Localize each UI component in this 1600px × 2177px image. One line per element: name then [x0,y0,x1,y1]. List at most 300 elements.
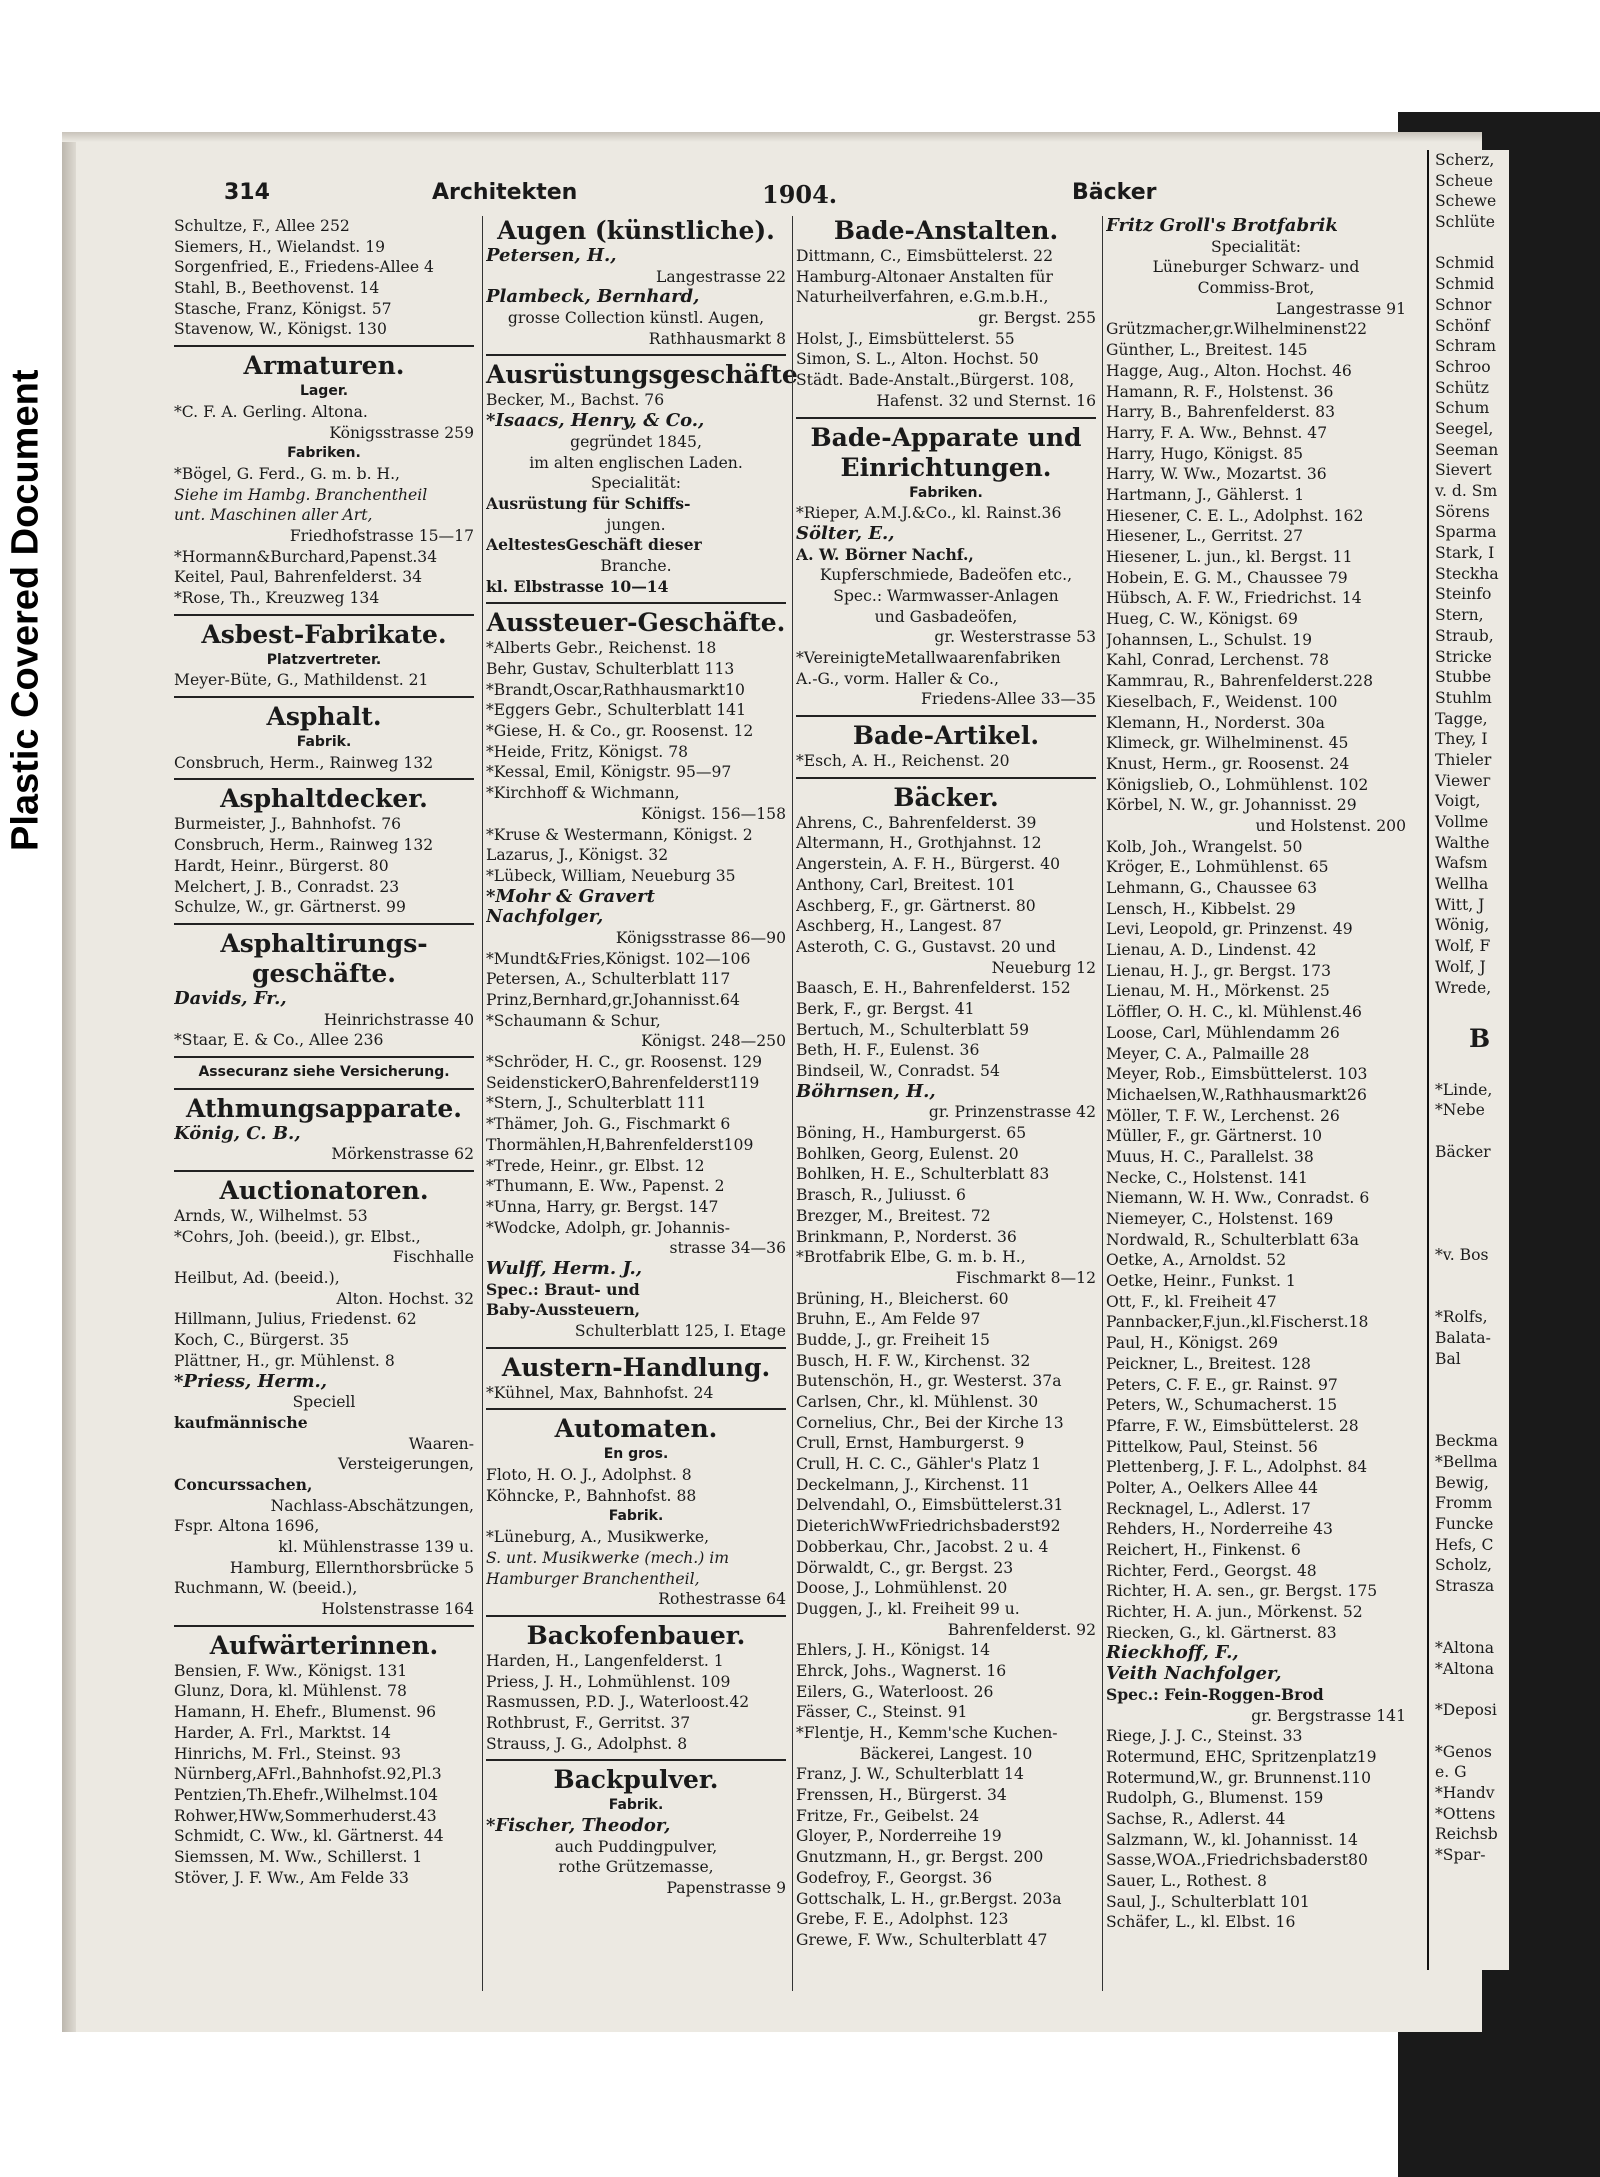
directory-entry: Klemann, H., Norderst. 30a [1106,713,1325,732]
section-rule [174,1088,474,1090]
directory-entry: Fischmarkt 8—12 [955,1268,1096,1287]
section-heading: Aufwärterinnen. [209,1630,439,1660]
section-heading: Bade-Artikel. [852,721,1040,751]
directory-entry: Bahrenfelderst. 92 [947,1620,1096,1639]
directory-entry: *Eggers Gebr., Schulterblatt 141 [486,701,747,720]
directory-entry: AeltestesGeschäft dieser [486,535,702,555]
directory-entry: Branche. [600,556,672,575]
subsection-label: Lager. [299,383,349,400]
directory-entry: Fritze, Fr., Geibelst. 24 [796,1806,980,1825]
directory-entry: Schmidt, C. Ww., kl. Gärtnerst. 44 [174,1827,444,1846]
subsection-label: Fabrik. [296,734,352,751]
directory-entry: Rothestrasse 64 [658,1590,786,1609]
directory-entry: *Hormann&Burchard,Papenst.34 [174,547,438,566]
directory-entry: Voigt, [1435,792,1481,811]
directory-entry: Holstenstrasse 164 [321,1600,474,1619]
directory-entry [1429,1369,1509,1390]
column-2 [486,216,798,1899]
directory-entry: Rothbrust, F., Gerritst. 37 [486,1713,691,1732]
directory-entry: gr. Bergstrasse 141 [1251,1706,1406,1725]
directory-entry: *Ottens [1435,1804,1496,1823]
directory-entry: *Linde, [1435,1080,1493,1099]
directory-entry: Rathhausmarkt 8 [648,329,786,348]
directory-entry: Lienau, M. H., Mörkenst. 25 [1106,982,1330,1001]
section-rule [486,1759,786,1761]
directory-entry: *Thämer, Joh. G., Fischmarkt 6 [486,1115,731,1134]
directory-entry: Budde, J., gr. Freiheit 15 [796,1330,990,1349]
directory-entry: Bal [1435,1349,1461,1368]
subsection-label: En gros. [603,1446,669,1463]
directory-entry: SeidenstickerO,Bahrenfelderst119 [486,1073,760,1092]
subsection-label: Fabrik. [608,1797,664,1814]
directory-entry: unt. Maschinen aller Art, [174,506,373,525]
directory-entry: Steinfo [1435,585,1492,604]
directory-entry: Kolb, Joh., Wrangelst. 50 [1106,837,1303,856]
directory-entry: *Stern, J., Schulterblatt 111 [486,1094,707,1113]
directory-entry: Brinkmann, P., Norderst. 36 [796,1227,1017,1246]
directory-entry: Harry, B., Bahrenfelderst. 83 [1106,403,1335,422]
directory-entry: Hinrichs, M. Frl., Steinst. 93 [174,1744,402,1763]
directory-entry: Bensien, F. Ww., Königst. 131 [174,1661,408,1680]
subsection-label: Fabriken. [909,484,983,501]
directory-entry: Hamann, H. Ehefr., Blumenst. 96 [174,1703,437,1722]
directory-entry: Waaren- [408,1434,474,1453]
directory-entry: Strauss, J. G., Adolphst. 8 [486,1734,688,1753]
directory-entry: Spec.: Warmwasser-Anlagen [833,586,1059,605]
directory-entry: Löffler, O. H. C., kl. Mühlenst.46 [1106,1003,1362,1022]
directory-entry: Hagge, Aug., Alton. Hochst. 46 [1106,361,1352,380]
directory-entry: Stricke [1435,647,1492,666]
directory-entry: Hamburg, Ellernthorsbrücke 5 [229,1558,474,1577]
directory-entry: *Handv [1435,1783,1495,1802]
directory-entry: *Giese, H. & Co., gr. Roosenst. 12 [486,722,754,741]
directory-entry: Hobein, E. G. M., Chaussee 79 [1106,568,1348,587]
column-3 [796,216,1096,1951]
directory-entry: Sachse, R., Adlerst. 44 [1106,1809,1286,1828]
directory-entry: Johannsen, L., Schulst. 19 [1106,630,1312,649]
directory-entry: Kahl, Conrad, Lerchenst. 78 [1106,651,1330,670]
directory-entry: Priess, J. H., Lohmühlenst. 109 [486,1672,731,1691]
column-4 [1106,216,1406,1933]
directory-entry: Reichsb [1435,1825,1498,1844]
directory-entry: rothe Grützemasse, [558,1858,714,1877]
directory-entry: Sorgenfried, E., Friedens-Allee 4 [174,258,434,277]
directory-entry: *Kirchhoff & Wichmann, [486,784,680,803]
directory-entry: Carlsen, Chr., kl. Mühlenst. 30 [796,1393,1039,1411]
directory-entry: *Trede, Heinr., gr. Elbst. 12 [486,1156,705,1175]
directory-entry: Hiesener, C. E. L., Adolphst. 162 [1106,506,1364,525]
directory-entry: Specialität: [591,474,681,493]
directory-entry: Bäckerei, Langest. 10 [859,1744,1033,1763]
directory-entry: Funcke [1435,1515,1494,1533]
directory-entry: S. unt. Musikwerke (mech.) im [486,1548,730,1567]
directory-entry: Friedhofstrasse 15—17 [289,526,474,545]
directory-entry: Bewig, [1435,1473,1489,1492]
directory-entry: Hillmann, Julius, Friedenst. 62 [174,1310,417,1329]
directory-entry: Lehmann, G., Chaussee 63 [1106,879,1318,897]
directory-entry: Petersen, H., [486,246,617,266]
directory-entry: Scheue [1435,171,1493,190]
directory-entry: Veith Nachfolger, [1106,1664,1282,1685]
directory-entry: Sievert [1435,461,1492,480]
directory-entry: *v. Bos [1435,1246,1489,1265]
directory-entry: Thormählen,H,Bahrenfelderst109 [486,1135,754,1154]
directory-entry: Lienau, H. J., gr. Bergst. 173 [1106,961,1331,980]
directory-entry: Polter, A., Oelkers Allee 44 [1106,1478,1319,1497]
directory-entry: Meyer, Rob., Eimsbüttelerst. 103 [1106,1065,1368,1084]
directory-entry: Busch, H. F. W., Kirchenst. 32 [796,1351,1031,1370]
directory-entry: König, C. B., [174,1123,301,1144]
directory-entry: Wolf, J [1435,957,1486,976]
directory-entry: e. G [1435,1763,1467,1782]
directory-entry: *Unna, Harry, gr. Bergst. 147 [486,1197,719,1216]
directory-entry: Schlüte [1435,213,1495,232]
directory-entry: Ehrck, Johs., Wagnerst. 16 [796,1661,1007,1680]
directory-entry: Berk, F., gr. Bergst. 41 [796,999,975,1018]
directory-entry: *Fischer, Theodor, [486,1816,671,1836]
directory-entry: *Mohr & Gravert [486,886,655,907]
directory-entry: Specialität: [1211,237,1301,256]
directory-entry: Günther, L., Breitest. 145 [1106,341,1308,360]
directory-entry: *Nebe [1435,1101,1485,1120]
section-rule [174,778,474,780]
directory-entry: Dobberkau, Chr., Jacobst. 2 u. 4 [796,1537,1049,1556]
directory-entry: Rudolph, G., Blumenst. 159 [1106,1789,1324,1808]
directory-entry: Brasch, R., Juliusst. 6 [796,1186,966,1205]
directory-entry: Hefs, C [1435,1535,1494,1554]
directory-entry: Seegel, [1435,419,1494,438]
directory-entry [1429,1224,1509,1245]
directory-entry: Ruchmann, W. (beeid.), [174,1579,358,1598]
directory-entry: Schum [1435,399,1490,418]
directory-entry: Siemssen, M. Ww., Schillerst. 1 [174,1847,423,1866]
directory-entry: Dittmann, C., Eimsbüttelerst. 22 [796,247,1053,265]
directory-entry: Knust, Herm., gr. Roosenst. 24 [1106,754,1350,773]
directory-entry: Stern, [1435,606,1484,625]
column-divider [1102,216,1103,1991]
directory-entry: Papenstrasse 9 [666,1879,786,1898]
section-heading: Austern-Handlung. [501,1352,771,1382]
directory-entry [1429,1183,1509,1204]
directory-entry: Davids, Fr., [174,988,287,1009]
directory-entry: Schroo [1435,357,1491,376]
column-divider [792,216,793,1991]
directory-entry [1429,1617,1509,1638]
directory-entry [1429,1390,1509,1411]
section-heading: Automaten. [554,1414,718,1444]
directory-entry: A.-G., vorm. Haller & Co., [796,669,999,688]
directory-entry: *Kühnel, Max, Bahnhofst. 24 [486,1383,714,1402]
directory-entry: *Genos [1435,1742,1492,1761]
directory-entry: Mörkenstrasse 62 [331,1145,474,1164]
directory-entry: Peters, W., Schumacherst. 15 [1106,1396,1338,1415]
left-running-head: Architekten [432,180,578,205]
directory-entry: Meyer, C. A., Palmaille 28 [1106,1044,1310,1063]
directory-entry: Siehe im Hambg. Branchentheil [174,485,428,504]
directory-entry: Walthe [1435,833,1490,852]
directory-entry: Alton. Hochst. 32 [336,1289,474,1308]
directory-entry: Delvendahl, O., Eimsbüttelerst.31 [796,1496,1064,1515]
directory-entry: Saul, J., Schulterblatt 101 [1106,1892,1310,1911]
directory-entry: strasse 34—36 [669,1239,786,1258]
directory-entry: Versteigerungen, [338,1455,474,1474]
directory-entry: Recknagel, L., Adlerst. 17 [1106,1499,1311,1518]
section-heading: Bade-Apparate und [810,422,1082,452]
directory-entry: Rotermund, EHC, Spritzenplatz19 [1106,1747,1377,1766]
directory-entry: Melchert, J. B., Conradst. 23 [174,877,400,896]
directory-entry: Tagge, [1435,709,1488,728]
directory-entry [1429,1162,1509,1183]
directory-entry: Hueg, C. W., Königst. 69 [1106,610,1298,629]
section-heading: B [1469,1023,1491,1053]
directory-entry: und Gasbadeöfen, [874,607,1018,626]
directory-entry: Schäfer, L., kl. Elbst. 16 [1106,1913,1296,1932]
directory-entry: gr. Westerstrasse 53 [934,628,1096,647]
directory-entry [1429,1411,1509,1432]
directory-entry: Hardt, Heinr., Bürgerst. 80 [174,856,389,875]
directory-entry: DieterichWwFriedrichsbaderst92 [796,1517,1061,1536]
directory-entry: Schewe [1435,192,1497,211]
directory-entry: kl. Mühlenstrasse 139 u. [278,1538,474,1556]
directory-entry: Becker, M., Bachst. 76 [486,391,665,410]
directory-entry: Schultze, F., Allee 252 [174,217,350,235]
directory-entry: Simon, S. L., Alton. Hochst. 50 [796,350,1039,369]
directory-entry: Aschberg, H., Langest. 87 [796,917,1003,936]
directory-entry: Richter, H. A. sen., gr. Bergst. 175 [1106,1582,1378,1601]
directory-entry: Grützmacher,gr.Wilhelminenst22 [1106,320,1368,339]
column-divider [482,216,483,1991]
directory-entry: Steckha [1435,564,1499,583]
directory-entry: Plambeck, Bernhard, [486,287,700,308]
directory-entry: *Lübeck, William, Neueburg 35 [486,866,736,885]
directory-entry: Gloyer, P., Norderreihe 19 [796,1827,1002,1846]
section-heading: Auctionatoren. [219,1176,429,1205]
directory-entry: Ausrüstung für Schiffs- [486,493,691,513]
directory-entry: *Isaacs, Henry, & Co., [486,411,705,432]
directory-entry: Bäcker [1435,1142,1491,1161]
directory-entry: Wulff, Herm. J., [486,1258,643,1279]
directory-entry: Rehders, H., Norderreihe 43 [1106,1520,1333,1539]
section-heading: Backofenbauer. [526,1620,746,1650]
directory-entry [1429,1266,1509,1287]
section-rule [174,614,474,616]
directory-entry: *Kessal, Emil, Königstr. 95—97 [486,763,732,782]
directory-entry: *Bellma [1435,1452,1498,1471]
directory-entry: Loose, Carl, Mühlendamm 26 [1106,1023,1340,1042]
directory-entry: Spec.: Fein-Roggen-Brod [1106,1684,1324,1704]
directory-entry: *Staar, E. & Co., Allee 236 [174,1031,384,1050]
directory-entry: Bruhn, E., Am Felde 97 [796,1310,981,1329]
directory-entry: Keitel, Paul, Bahrenfelderst. 34 [174,568,423,587]
section-rule [174,345,474,347]
directory-entry: *Flentje, H., Kemm'sche Kuchen- [796,1724,1058,1742]
directory-entry: Gottschalk, L. H., gr.Bergst. 203a [796,1889,1062,1908]
directory-entry: *Lüneburg, A., Musikwerke, [486,1528,710,1547]
directory-entry: Prinz,Bernhard,gr.Johannisst.64 [486,991,740,1009]
directory-entry: Baby-Aussteuern, [486,1300,641,1320]
directory-entry: A. W. Börner Nachf., [796,544,974,564]
directory-entry: v. d. Sm [1435,482,1498,500]
directory-entry: Rieckhoff, F., [1106,1643,1239,1664]
directory-entry: Schnor [1435,295,1492,314]
directory-entry: Godefroy, F., Georgst. 36 [796,1868,993,1887]
directory-entry: Vollme [1435,813,1489,831]
directory-entry: Langestrasse 91 [1276,299,1406,318]
section-rule [796,417,1096,419]
directory-entry: Duggen, J., kl. Freiheit 99 u. [796,1599,1020,1618]
directory-entry: Hiesener, L. jun., kl. Bergst. 11 [1106,548,1353,566]
directory-entry: Viewег [1435,771,1491,790]
directory-entry: *Altona [1435,1659,1495,1678]
directory-entry: Balata- [1435,1328,1491,1347]
directory-entry: Bindseil, W., Conradst. 54 [796,1062,1000,1080]
directory-entry: *Brotfabrik Elbe, G. m. b. H., [796,1248,1026,1267]
directory-entry: Sörens [1435,502,1490,521]
directory-entry [1429,1286,1509,1307]
directory-entry: Fischhalle [392,1248,474,1267]
directory-entry: Peickner, L., Breitest. 128 [1106,1354,1311,1373]
directory-entry: Köhncke, P., Bahnhofst. 88 [486,1486,697,1505]
directory-entry [1429,1680,1509,1701]
directory-entry: Floto, H. O. J., Adolphst. 8 [486,1466,692,1485]
directory-entry: *Kruse & Westermann, Königst. 2 [486,825,753,844]
section-heading: Asphaltirungs- [220,928,428,958]
directory-entry: Altermann, H., Grothjahnst. 12 [796,834,1042,853]
directory-entry [1429,998,1509,1019]
directory-entry: Consbruch, Herm., Rainweg 132 [174,836,434,855]
directory-entry: Städt. Bade-Anstalt.,Bürgerst. 108, [796,371,1075,390]
directory-entry: Gnutzmann, H., gr. Bergst. 200 [796,1848,1044,1867]
directory-entry: Plettenberg, J. F. L., Adolphst. 84 [1106,1458,1368,1477]
directory-entry: Königst. 248—250 [641,1032,786,1051]
directory-entry: Nordwald, R., Schulterblatt 63a [1106,1230,1359,1249]
directory-entry: Harry, Hugo, Königst. 85 [1106,444,1304,463]
directory-entry: Anthony, Carl, Breitest. 101 [796,875,1016,894]
directory-entry: Richter, H. A. jun., Mörkenst. 52 [1106,1603,1363,1622]
section-heading: Einrichtungen. [840,452,1052,482]
directory-entry: Bohlken, H. E., Schulterblatt 83 [796,1165,1050,1184]
directory-entry: *Wodcke, Adolph, gr. Johannis- [486,1218,730,1237]
directory-entry: Hamburger Branchentheil, [486,1569,700,1588]
section-heading: Asbest-Fabrikate. [201,619,447,649]
directory-entry: Richter, Ferd., Georgst. 48 [1106,1561,1317,1580]
directory-entry: Wellha [1435,875,1489,894]
subsection-label: Fabriken. [287,445,361,462]
directory-entry: Langestrasse 22 [656,267,786,286]
directory-entry: Stahl, B., Beethovenst. 14 [174,279,380,298]
directory-entry: Dörwaldt, C., gr. Bergst. 23 [796,1558,1014,1577]
directory-entry: Concurssachen, [174,1474,313,1494]
directory-entry: Schütz [1435,378,1489,397]
directory-entry: Ahrens, C., Bahrenfelderst. 39 [796,813,1037,832]
directory-entry: Lensch, H., Kibbelst. 29 [1106,899,1296,918]
directory-entry: Riecken, G., kl. Gärtnerst. 83 [1106,1623,1337,1642]
directory-entry: Lazarus, J., Königst. 32 [486,846,669,865]
page-top-edge [62,132,1482,142]
directory-entry: im alten englischen Laden. [529,453,743,472]
directory-entry: Eilers, G., Waterloost. 26 [796,1682,994,1701]
directory-entry: gegründet 1845, [570,432,702,451]
directory-entry: Salzmann, W., kl. Johannisst. 14 [1106,1830,1358,1849]
section-heading: Bade-Anstalten. [833,216,1059,245]
section-heading: Ausrüstungsgeschäfte [486,360,798,390]
directory-entry: Wönig, [1435,916,1490,935]
directory-entry: Arnds, W., Wilhelmst. 53 [174,1207,368,1225]
directory-entry: Harder, A. Frl., Marktst. 14 [174,1723,391,1742]
subsection-label: Platzvertreter. [266,651,382,668]
directory-entry: Harden, H., Langenfelderst. 1 [486,1651,724,1670]
directory-entry: Hartmann, J., Gählerst. 1 [1106,485,1305,504]
directory-entry: Beckma [1435,1432,1498,1451]
directory-entry: Müller, F., gr. Gärtnerst. 10 [1106,1127,1322,1146]
section-rule [486,1408,786,1410]
directory-entry: Körbel, N. W., gr. Johannisst. 29 [1106,796,1357,815]
directory-entry: *Schröder, H. C., gr. Roosenst. 129 [486,1053,763,1072]
section-rule [486,602,786,604]
directory-entry: Thieler [1435,750,1492,769]
subsection-label: Assecuranz siehe Versicherung. [198,1063,450,1080]
facing-page-fragment [1427,150,1509,1970]
directory-entry: Harry, W. Ww., Mozartst. 36 [1106,465,1327,484]
directory-entry [1429,1204,1509,1225]
directory-entry: Sasse,WOA.,Friedrichsbaderst80 [1106,1851,1368,1870]
directory-entry: Möller, T. F. W., Lerchenst. 26 [1106,1106,1340,1125]
section-rule [796,715,1096,717]
directory-entry: Speciell [292,1393,356,1412]
directory-entry: Ehlers, J. H., Königst. 14 [796,1641,991,1660]
directory-entry: Pannbacker,F.jun.,kl.Fischerst.18 [1106,1313,1369,1332]
directory-entry [1429,1121,1509,1142]
directory-entry: *C. F. A. Gerling. Altona. [174,402,368,421]
directory-entry: Königsstrasse 86—90 [615,928,786,947]
directory-entry: Scholz, [1435,1556,1493,1575]
directory-entry: kaufmännische [174,1412,308,1432]
directory-entry: Böning, H., Hamburgerst. 65 [796,1124,1027,1143]
directory-entry: Sauer, L., Rothest. 8 [1106,1872,1267,1890]
directory-entry: Aschberg, F., gr. Gärtnerst. 80 [796,896,1036,915]
section-rule [174,1056,474,1058]
column-1 [174,216,474,1888]
directory-entry: Lienau, A. D., Lindenst. 42 [1106,941,1317,960]
directory-entry: Glunz, Dora, kl. Mühlenst. 78 [174,1682,407,1701]
directory-entry: *Cohrs, Joh. (beeid.), gr. Elbst., [174,1227,421,1246]
directory-entry: Neueburg 12 [991,958,1096,977]
section-heading: Backpulver. [553,1765,719,1795]
section-heading: Armaturen. [243,351,405,381]
directory-entry: Königslieb, O., Lohmühlenst. 102 [1106,775,1369,794]
directory-entry: Klimeck, gr. Wilhelminenst. 45 [1106,734,1349,753]
directory-entry: *Alberts Gebr., Reichenst. 18 [486,639,717,658]
directory-entry: Seeman [1435,440,1499,459]
directory-entry: Muus, H. C., Parallelst. 38 [1106,1147,1314,1166]
directory-entry: Kröger, E., Lohmühlenst. 65 [1106,858,1329,877]
directory-entry: *Heide, Fritz, Königst. 78 [486,742,689,761]
directory-entry: und Holstenst. 200 [1255,816,1406,835]
directory-entry: Schmid [1435,254,1495,273]
directory-entry: Oetke, Heinr., Funkst. 1 [1106,1272,1296,1291]
directory-entry: Bohlken, Georg, Eulenst. 20 [796,1144,1019,1163]
directory-entry: *Rose, Th., Kreuzweg 134 [174,589,380,607]
directory-entry: Brezger, M., Breitest. 72 [796,1206,991,1225]
directory-entry: Consbruch, Herm., Rainweg 132 [174,753,434,772]
directory-entry: Kieselbach, F., Weidenst. 100 [1106,692,1338,711]
directory-entry: *Esch, A. H., Reichenst. 20 [796,752,1010,771]
section-heading: Augen (künstliche). [497,216,775,245]
directory-entry: Niemeyer, C., Holstenst. 169 [1106,1210,1334,1228]
directory-entry: Plättner, H., gr. Mühlenst. 8 [174,1351,395,1370]
directory-entry: Stubbe [1435,668,1492,687]
directory-entry: *Bögel, G. Ferd., G. m. b. H., [174,464,400,483]
